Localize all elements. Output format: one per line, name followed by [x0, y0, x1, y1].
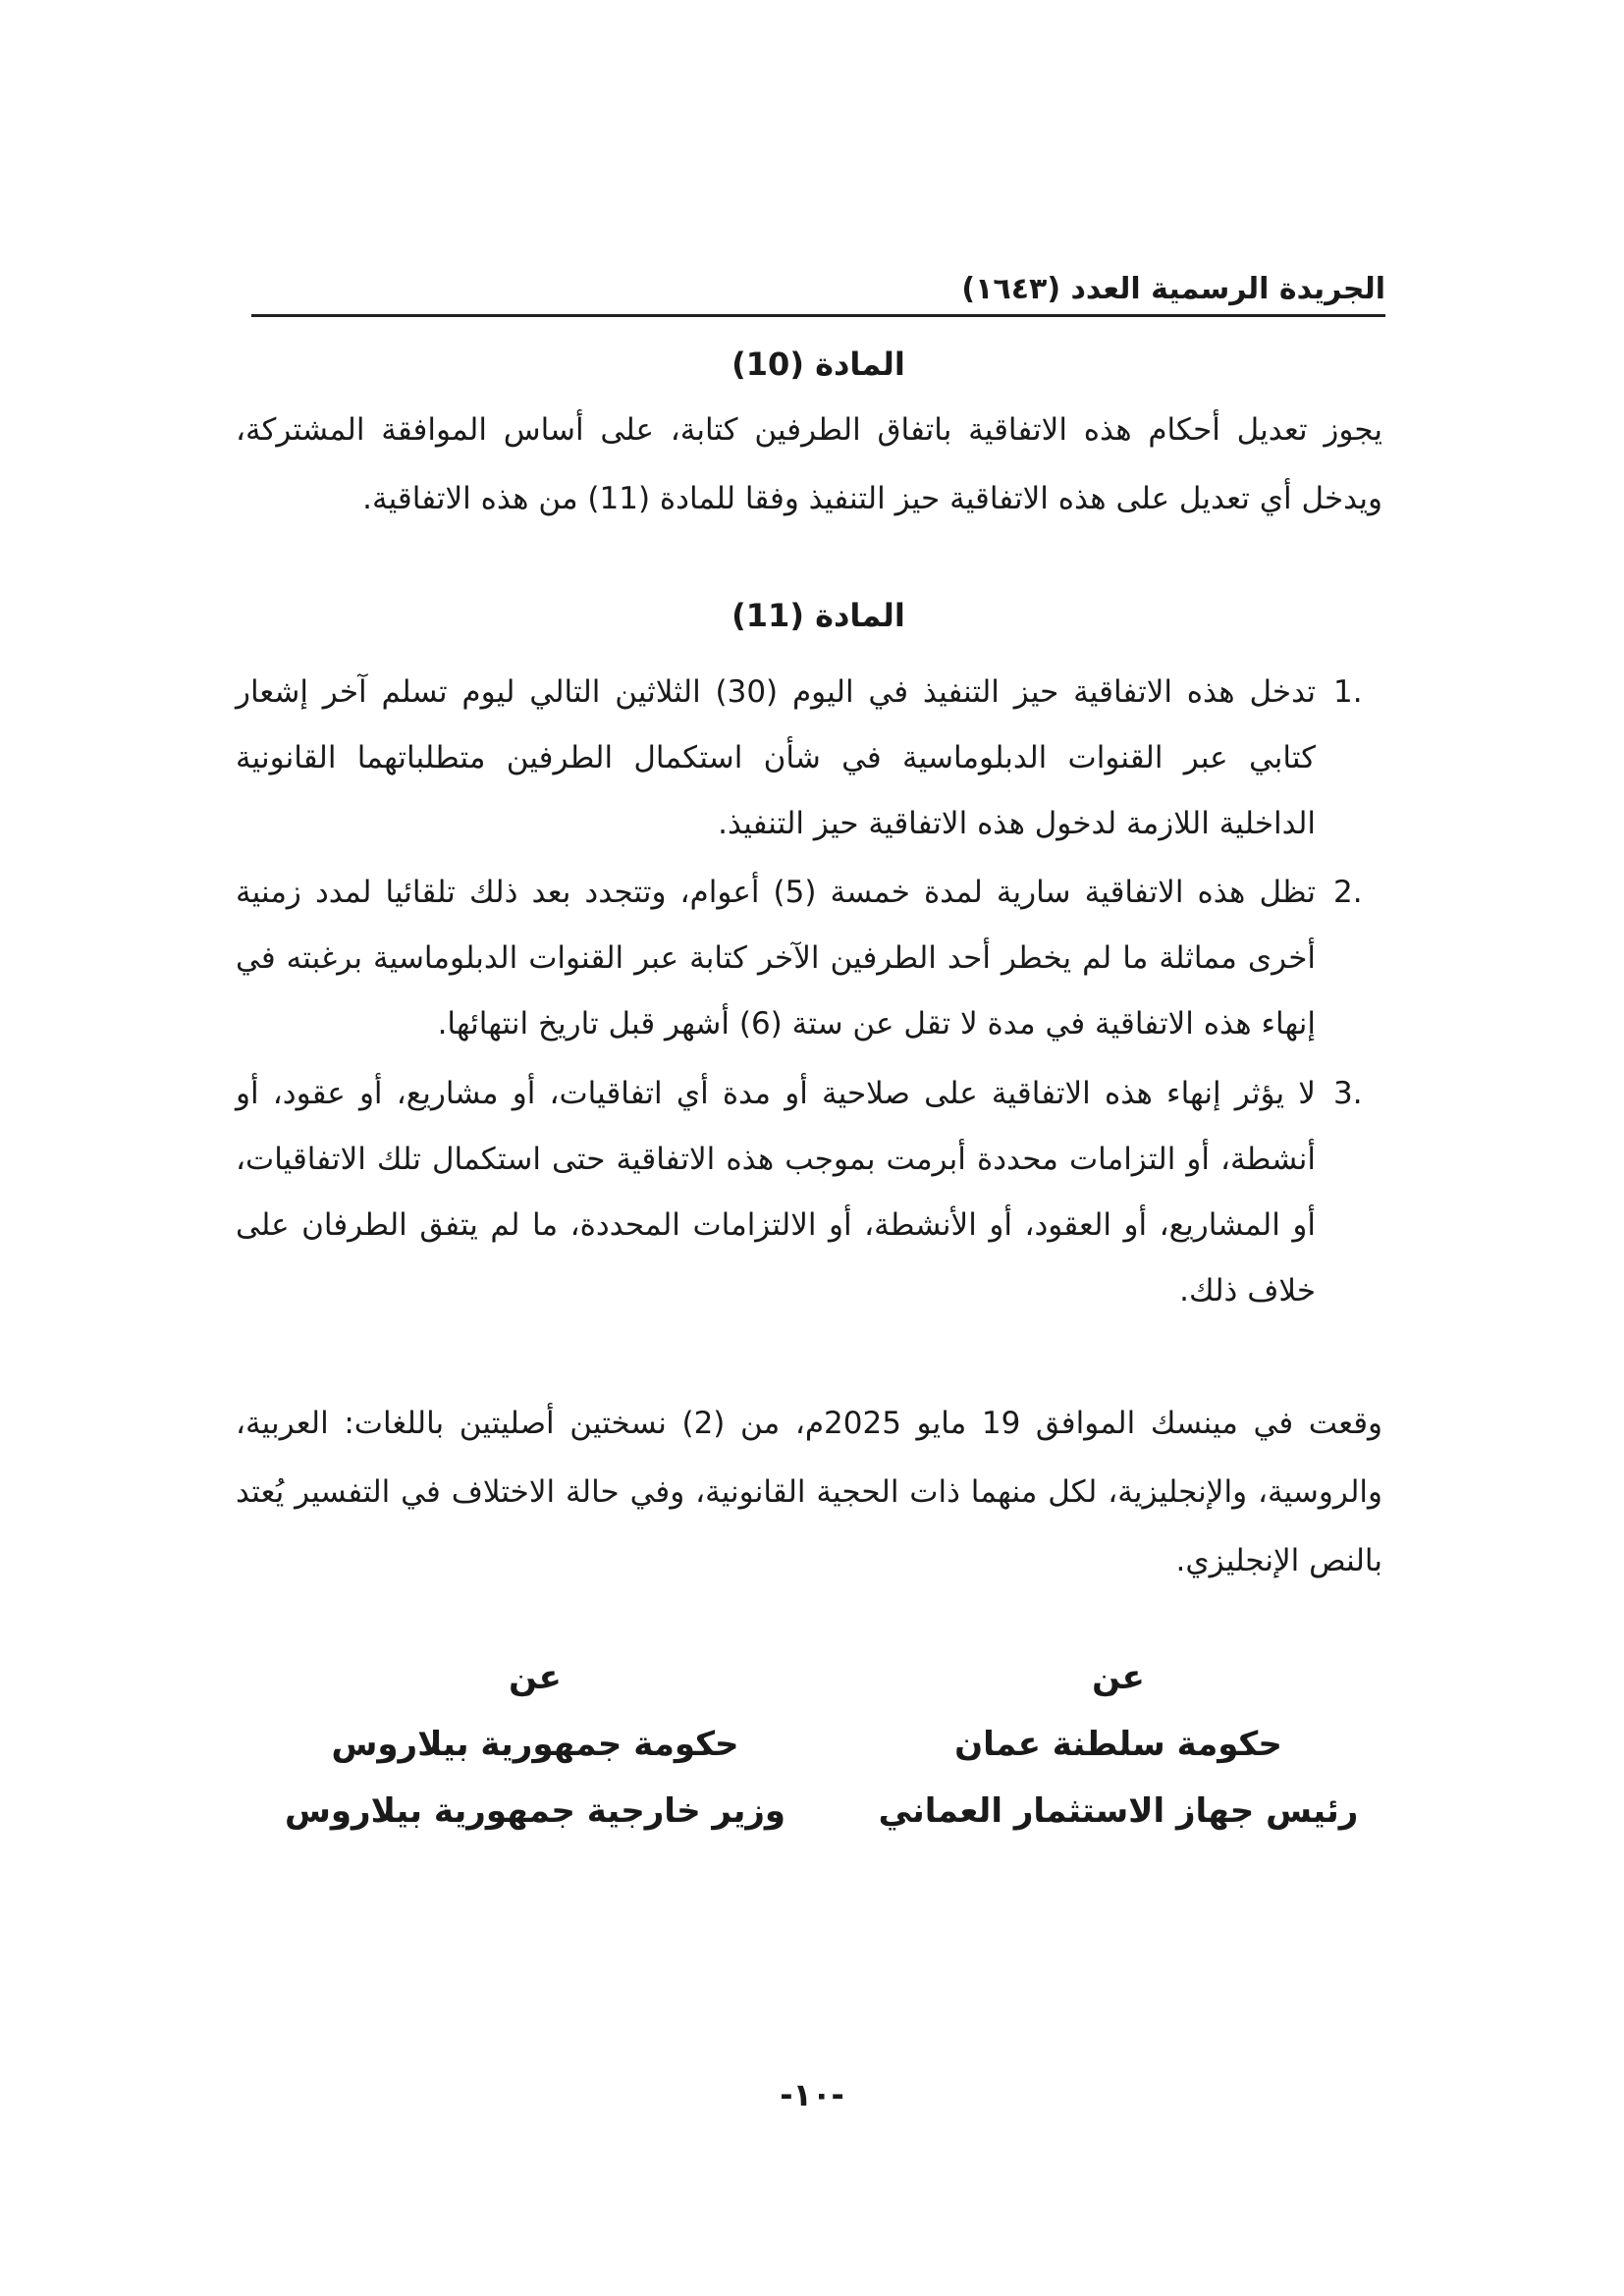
gazette-title: الجريدة الرسمية العدد (١٦٤٣): [961, 272, 1385, 306]
signatory-title: وزير خارجية جمهورية بيلاروس: [284, 1791, 786, 1831]
gazette-header: [251, 257, 1385, 317]
signature-block-oman: [843, 1644, 1393, 1844]
signatory-title: رئيس جهاز الاستثمار العماني: [878, 1791, 1359, 1831]
item-text: تدخل هذه الاتفاقية حيز التنفيذ في اليوم (30) الثلاثين التالي ليوم تسلم آخر إشعار كتابي عبر القنوات الدبلوماسية في شأن استكمال الطرفين متطلباتهما القانونية الداخلية اللازمة لدخول هذه الاتفاقية حيز التنفيذ.: [236, 674, 1316, 841]
government-name: حكومة سلطنة عمان: [954, 1725, 1282, 1764]
page-number: -١٠-: [780, 2076, 844, 2113]
signature-block-belarus: [260, 1644, 810, 1844]
item-number: 1.: [1333, 674, 1363, 710]
article-11-item-1: [236, 660, 1382, 857]
signing-statement: وقعت في مينسك الموافق 19 مايو 2025م، من (2) نسختين أصليتين باللغات: العربية، والروسية، والإنجليزية، لكل منهما ذات الحجية القانونية، وفي حالة الاختلاف في التفسير يُعتد بالنص الإنجليزي.: [236, 1406, 1382, 1578]
article-11-item-3: [236, 1061, 1382, 1324]
article-11-item-2: [236, 860, 1382, 1057]
item-text: لا يؤثر إنهاء هذه الاتفاقية على صلاحية أو مدة أي اتفاقيات، أو مشاريع، أو عقود، أو أنشطة، أو التزامات محددة أبرمت بموجب هذه الاتفاقية حتى استكمال تلك الاتفاقيات، أو المشاريع، أو العقود، أو الأنشطة، أو الالتزامات المحددة، ما لم يتفق الطرفان على خلاف ذلك.: [236, 1076, 1316, 1308]
item-number: 3.: [1333, 1076, 1363, 1111]
item-text: تظل هذه الاتفاقية سارية لمدة خمسة (5) أعوام، وتتجدد بعد ذلك تلقائيا لمدد زمنية أخرى مماثلة ما لم يخطر أحد الطرفين الآخر كتابة عبر القنوات الدبلوماسية برغبته في إنهاء هذه الاتفاقية في مدة لا تقل عن ستة (6) أشهر قبل تاريخ انتهائها.: [236, 875, 1316, 1041]
article-11-heading: المادة (11): [731, 597, 905, 634]
on-behalf-label: عن: [1092, 1658, 1145, 1697]
article-10-heading: المادة (10): [731, 346, 905, 383]
item-number: 2.: [1333, 875, 1363, 910]
government-name: حكومة جمهورية بيلاروس: [331, 1725, 739, 1764]
article-10-text: يجوز تعديل أحكام هذه الاتفاقية باتفاق الطرفين كتابة، على أساس الموافقة المشتركة، ويدخل أي تعديل على هذه الاتفاقية حيز التنفيذ وفقا للمادة (11) من هذه الاتفاقية.: [236, 412, 1382, 516]
on-behalf-label: عن: [509, 1658, 562, 1697]
